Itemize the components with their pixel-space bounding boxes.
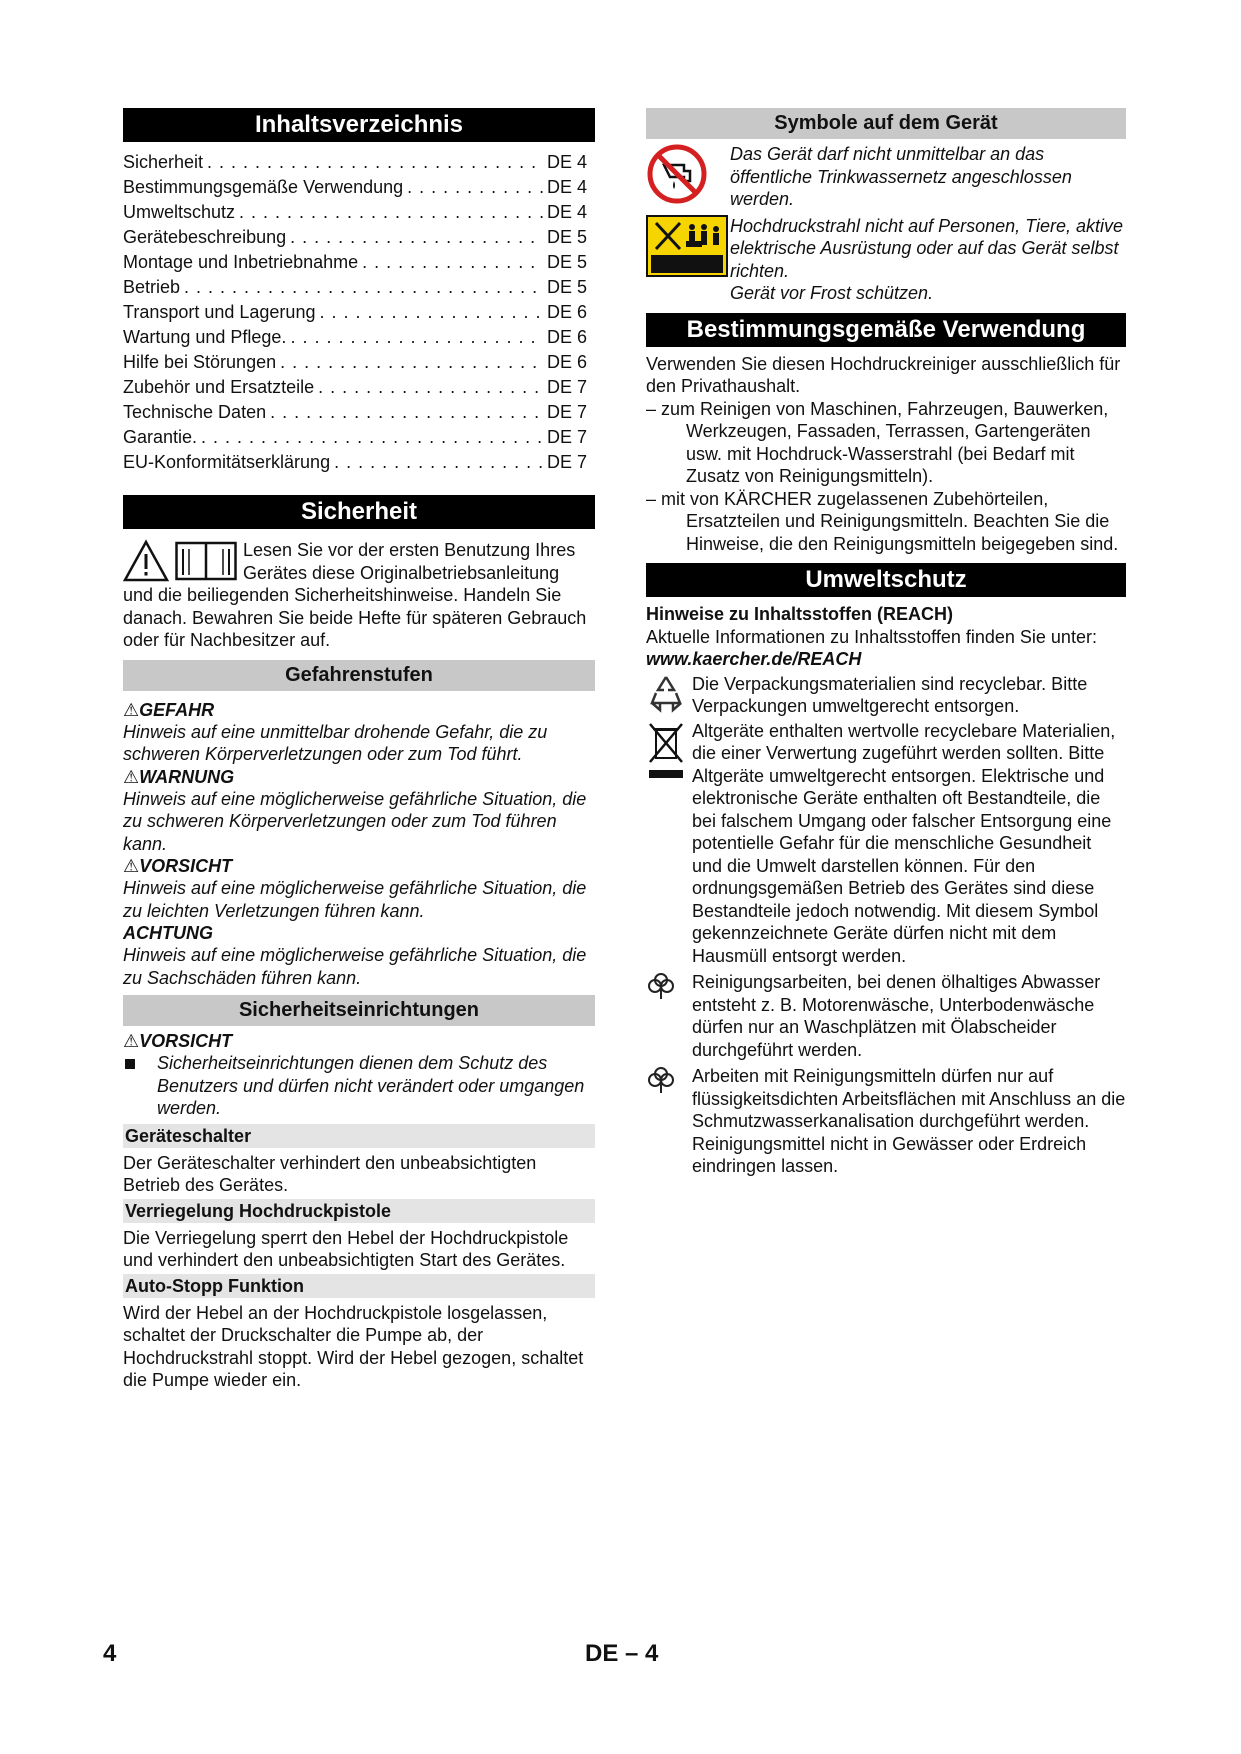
device-switch-text: Der Geräteschalter verhindert den unbeabsichtigten Betrieb des Gerätes. — [123, 1152, 537, 1195]
symbol-row — [646, 143, 1126, 211]
reach-heading: Hinweise zu Inhaltsstoffen (REACH) — [646, 604, 954, 624]
toc-row[interactable] — [123, 375, 595, 400]
attention-text: Hinweis auf eine möglicherweise gefährliche Situation, die zu Sachschäden führen kann. — [123, 945, 587, 988]
alert-icon: ⚠ — [123, 1031, 140, 1051]
warning-text: Hinweis auf eine möglicherweise gefährliche Situation, die zu schweren Körperverletzungen oder zum Tod führen kann. — [123, 788, 587, 854]
environment-tree-icon — [646, 971, 676, 1001]
caution-label: ⚠VORSICHT — [123, 856, 233, 876]
safety-intro-rest: und die beiliegenden Sicherheitshinweise. Handeln Sie danach. Bewahren Sie beide Hefte für späteren Gebrauch oder für Nachbesitzer auf. — [123, 585, 587, 650]
toc-row[interactable] — [123, 350, 595, 375]
toc-entry-page: DE 7 — [547, 427, 588, 447]
manual-book-icon — [175, 539, 237, 583]
toc-row[interactable] — [123, 425, 595, 450]
alert-icon: ⚠ — [123, 699, 140, 720]
toc-row[interactable] — [123, 225, 595, 250]
toc-leader — [201, 425, 543, 450]
symbol-text — [730, 215, 1126, 305]
env-text: Die Verpackungsmaterialien sind recyclebar. Bitte Verpackungen umweltgerecht entsorgen. — [692, 673, 1088, 716]
environment-item — [646, 720, 1126, 968]
toc-row[interactable] — [123, 275, 595, 300]
toc-leader — [319, 300, 543, 325]
toc-entry-title: Montage und Inbetriebnahme — [123, 252, 359, 272]
safety-devices — [123, 1030, 595, 1392]
environment-heading: Umweltschutz — [646, 563, 1126, 597]
attention-label: ACHTUNG — [123, 923, 213, 943]
toc-row[interactable] — [123, 325, 595, 350]
bullet-square-icon — [125, 1059, 135, 1069]
env-icon-cell — [646, 673, 692, 718]
symbol-icon-cell — [646, 143, 730, 210]
toc-heading: Inhaltsverzeichnis — [123, 108, 595, 142]
no-drinking-water-icon — [646, 143, 708, 205]
safety-intro — [123, 539, 595, 652]
environment-item — [646, 1065, 1126, 1178]
toc-entry-page: DE 5 — [547, 277, 588, 297]
danger-text: Hinweis auf eine unmittelbar drohende Gefahr, die zu schweren Körperverletzungen oder zum Tod führt. — [123, 721, 548, 764]
intended-use-item: – mit von KÄRCHER zugelassenen Zubehörteilen, Ersatzteilen und Reinigungsmitteln. Beachten Sie die Hinweise, die den Reinigungsmitteln beigegeben sind. — [646, 488, 1119, 554]
toc-entry-page: DE 7 — [547, 452, 588, 472]
warning-label: ⚠WARNUNG — [123, 766, 235, 787]
toc-row[interactable] — [123, 450, 595, 475]
reach-text: Aktuelle Informationen zu Inhaltsstoffen finden Sie unter: — [646, 626, 1097, 647]
toc-entry-title: Technische Daten — [123, 402, 267, 422]
environment-item — [646, 971, 1126, 1061]
safety-devices-heading: Sicherheitseinrichtungen — [123, 995, 595, 1026]
right-column — [646, 108, 1126, 1178]
toc-row[interactable] — [123, 400, 595, 425]
intended-use-intro: Verwenden Sie diesen Hochdruckreiniger ausschließlich für den Privathaushalt. — [646, 353, 1121, 396]
recycle-icon — [646, 673, 686, 713]
toc-entry-page: DE 7 — [547, 402, 588, 422]
toc-leader — [334, 450, 543, 475]
toc-row[interactable] — [123, 175, 595, 200]
crossed-bin-icon — [646, 720, 686, 780]
env-icon-cell — [646, 1065, 692, 1100]
safety-devices-caution: ⚠VORSICHT — [123, 1031, 233, 1051]
toc-leader — [280, 350, 543, 375]
toc-entry-title: Transport und Lagerung — [123, 302, 316, 322]
toc-entry-page: DE 5 — [547, 252, 588, 272]
intended-use-heading: Bestimmungsgemäße Verwendung — [646, 313, 1126, 347]
intended-use — [646, 353, 1126, 556]
toc-leader — [239, 200, 543, 225]
auto-stop-heading: Auto-Stopp Funktion — [123, 1274, 595, 1298]
env-icon-cell — [646, 971, 692, 1006]
table-of-contents — [123, 150, 595, 475]
toc-leader — [318, 375, 543, 400]
environment — [646, 603, 1126, 1178]
symbol-row — [646, 215, 1126, 305]
toc-leader — [362, 250, 543, 275]
toc-entry-title: Garantie. — [123, 427, 198, 447]
toc-entry-title: Betrieb — [123, 277, 181, 297]
page-label: DE – 4 — [585, 1640, 659, 1667]
toc-leader — [407, 175, 543, 200]
toc-entry-page: DE 6 — [547, 327, 588, 347]
device-switch-heading: Geräteschalter — [123, 1124, 595, 1148]
toc-entry-title: Wartung und Pflege. — [123, 327, 287, 347]
danger-label: ⚠GEFAHR — [123, 699, 215, 720]
toc-entry-page: DE 4 — [547, 177, 588, 197]
symbol-text-frost: Gerät vor Frost schützen. — [730, 283, 934, 303]
page-number: 4 — [103, 1640, 117, 1667]
alert-icon: ⚠ — [123, 856, 140, 876]
environment-tree-icon — [646, 1065, 676, 1095]
toc-leader — [184, 275, 543, 300]
gun-lock-heading: Verriegelung Hochdruckpistole — [123, 1199, 595, 1223]
toc-row[interactable] — [123, 200, 595, 225]
toc-entry-page: DE 4 — [547, 202, 588, 222]
safety-heading: Sicherheit — [123, 495, 595, 529]
alert-icon: ⚠ — [123, 766, 140, 787]
danger-levels-heading: Gefahrenstufen — [123, 660, 595, 691]
symbols-heading: Symbole auf dem Gerät — [646, 108, 1126, 139]
toc-row[interactable] — [123, 300, 595, 325]
env-text: Arbeiten mit Reinigungsmitteln dürfen nur auf flüssigkeitsdichten Arbeitsflächen mit Anschluss an die Schmutzwasserkanalisation durchgeführt werden. Reinigungsmittel nicht in Gewässer oder Erdreich eindringen lassen. — [692, 1066, 1126, 1176]
toc-entry-title: Sicherheit — [123, 152, 204, 172]
intro-icons — [123, 539, 241, 585]
caution-text: Hinweis auf eine möglicherweise gefährliche Situation, die zu leichten Verletzungen führen kann. — [123, 878, 587, 921]
toc-leader — [270, 400, 543, 425]
environment-item — [646, 673, 1126, 718]
danger-levels — [123, 699, 595, 990]
warning-label-icon — [646, 215, 728, 277]
toc-entry-title: Gerätebeschreibung — [123, 227, 287, 247]
env-icon-cell — [646, 720, 692, 785]
toc-entry-page: DE 4 — [547, 152, 588, 172]
toc-row[interactable] — [123, 150, 595, 175]
toc-entry-title: Zubehör und Ersatzteile — [123, 377, 315, 397]
warning-triangle-icon — [123, 539, 169, 583]
toc-entry-page: DE 7 — [547, 377, 588, 397]
toc-leader — [290, 325, 543, 350]
safety-intro-first: Lesen Sie vor der ersten Benutzung Ihres Gerätes diese Originalbetriebsanleitung — [243, 540, 576, 583]
toc-entry-title: Hilfe bei Störungen — [123, 352, 277, 372]
toc-entry-page: DE 5 — [547, 227, 588, 247]
toc-entry-title: EU-Konformitätserklärung — [123, 452, 331, 472]
intended-use-item: – zum Reinigen von Maschinen, Fahrzeugen, Bauwerken, Werkzeugen, Fassaden, Terrassen, Gartengeräten usw. mit Hochdruck-Wasserstrahl (bei Bedarf mit Zusatz von Reinigungsmitteln). — [646, 398, 1109, 486]
symbol-text-main: Hochdruckstrahl nicht auf Personen, Tiere, aktive elektrische Ausrüstung oder auf das Gerät selbst richten. — [730, 215, 1124, 281]
symbol-text: Das Gerät darf nicht unmittelbar an das öffentliche Trinkwassernetz angeschlossen werden. — [730, 144, 1072, 209]
toc-row[interactable] — [123, 250, 595, 275]
toc-entry-title: Bestimmungsgemäße Verwendung — [123, 177, 404, 197]
auto-stop-text: Wird der Hebel an der Hochdruckpistole losgelassen, schaltet der Druckschalter die Pumpe ab, der Hochdruckstrahl stoppt. Wird der Hebel gezogen, schaltet die Pumpe wieder ein. — [123, 1302, 584, 1390]
toc-leader — [290, 225, 543, 250]
left-column — [123, 108, 595, 1392]
toc-leader — [207, 150, 543, 175]
toc-entry-page: DE 6 — [547, 352, 588, 372]
toc-entry-page: DE 6 — [547, 302, 588, 322]
env-text: Altgeräte enthalten wertvolle recyclebare Materialien, die einer Verwertung zugeführt werden sollten. Bitte Altgeräte umweltgerecht entsorgen. Elektrische und elektronische Geräte enthalten oft Bestandteile, die bei falschem Umgang oder falscher Entsorgung eine potentielle Gefahr für die menschliche Gesundheit und die Umwelt darstellen können. Für den ordnungsgemäßen Betrieb des Gerätes sind diese Bestandteile jedoch notwendig. Mit diesem Symbol gekennzeichnete Geräte dürfen nicht mit dem Hausmüll entsorgt werden. — [692, 720, 1116, 966]
env-text: Reinigungsarbeiten, bei denen ölhaltiges Abwasser entsteht z. B. Motorenwäsche, Unterbodenwäsche dürfen nur an Waschplätzen mit Ölabscheider durchgeführt werden. — [692, 972, 1101, 1060]
reach-link[interactable]: www.kaercher.de/REACH — [646, 649, 862, 669]
symbol-icon-cell — [646, 215, 730, 282]
gun-lock-text: Die Verriegelung sperrt den Hebel der Hochdruckpistole und verhindert den unbeabsichtigten Start des Gerätes. — [123, 1227, 569, 1270]
toc-entry-title: Umweltschutz — [123, 202, 236, 222]
safety-devices-bullet: Sicherheitseinrichtungen dienen dem Schutz des Benutzers und dürfen nicht verändert oder umgangen werden. — [123, 1052, 595, 1120]
